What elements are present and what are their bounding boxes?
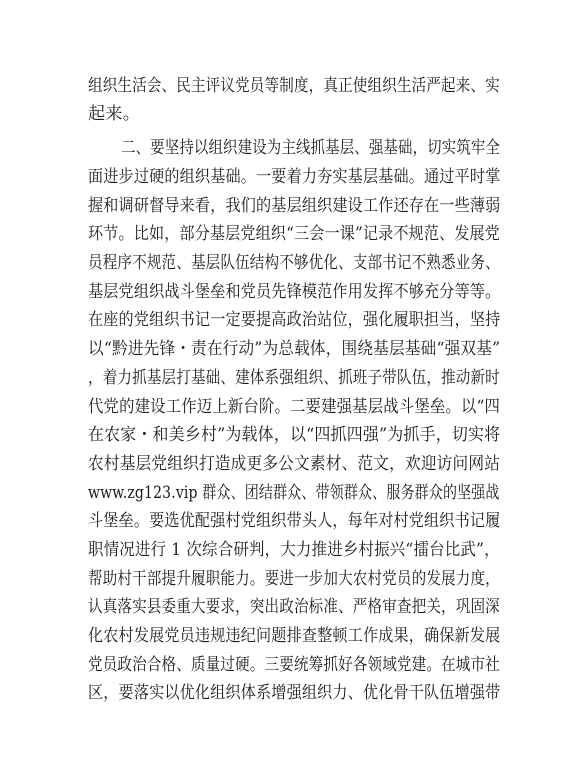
text-line: 在座的党组织书记一定要提高政治站位，强化履职担当，坚持 bbox=[88, 310, 501, 330]
text-line: 认真落实县委重大要求，突出政治标准、严格审查把关，巩固深 bbox=[88, 597, 500, 617]
text-line: 在农家・和美乡村”为载体，以“四抓四强”为抓手，切实将 bbox=[88, 425, 501, 445]
text-line: 农村基层党组织打造成更多公文素材、范文，欢迎访问网站 bbox=[88, 454, 501, 474]
paragraph-start-line: 二、要坚持以组织建设为主线抓基层、强基础，切实筑牢全 bbox=[121, 138, 501, 158]
text-line: 职情况进行 1 次综合研判，大力推进乡村振兴“擂台比武”， bbox=[88, 540, 500, 560]
text-line: 握和调研督导来看，我们的基层组织建设工作还存在一些薄弱 bbox=[88, 196, 501, 216]
text-line: 面进步过硬的组织基础。一要着力夯实基层基础。通过平时掌 bbox=[88, 167, 501, 187]
text-line: 起来。 bbox=[88, 104, 141, 124]
text-line: 基层党组织战斗堡垒和党员先锋模范作用发挥不够充分等等。 bbox=[88, 282, 501, 302]
text-line: 区，要落实以优化组织体系增强组织力、优化骨干队伍增强带 bbox=[88, 683, 501, 703]
text-line: www.zg123.vip 群众、团结群众、带领群众、服务群众的坚强战 bbox=[88, 483, 500, 503]
text-line: 斗堡垒。要选优配强村党组织带头人，每年对村党组织书记履 bbox=[88, 511, 501, 531]
text-line: 员程序不规范、基层队伍结构不够优化、支部书记不熟悉业务、 bbox=[88, 253, 500, 273]
text-line: 帮助村干部提升履职能力。要进一步加大农村党员的发展力度， bbox=[88, 569, 500, 589]
text-line: 以“黔进先锋・责在行动”为总载体，围绕基层基础“强双基” bbox=[88, 339, 501, 359]
text-line: 代党的建设工作迈上新台阶。二要建强基层战斗堡垒。以“四 bbox=[88, 397, 501, 417]
text-line: 化农村发展党员违规违纪问题排查整顿工作成果，确保新发展 bbox=[88, 626, 501, 646]
text-line: 党员政治合格、质量过硬。三要统筹抓好各领域党建。在城市社 bbox=[88, 655, 500, 675]
text-line: ，着力抓基层打基础、建体系强组织、抓班子带队伍，推动新时 bbox=[88, 368, 500, 388]
text-line: 环节。比如，部分基层党组织“三会一课”记录不规范、发展党 bbox=[88, 224, 501, 244]
text-line: 组织生活会、民主评议党员等制度，真正使组织生活严起来、实 bbox=[88, 76, 500, 96]
